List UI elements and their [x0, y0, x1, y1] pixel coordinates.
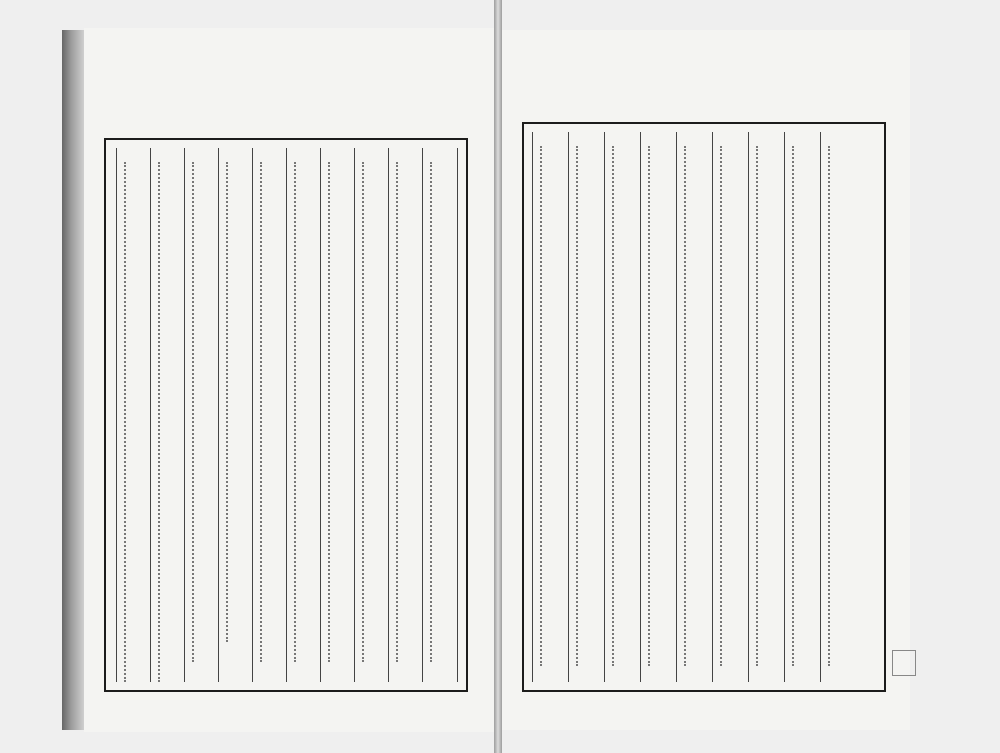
left-column: [252, 148, 287, 682]
left-text-frame: [104, 138, 468, 692]
left-column: [150, 148, 185, 682]
left-column: [286, 148, 321, 682]
right-column: [712, 132, 747, 682]
left-column: [422, 148, 458, 682]
right-column: [640, 132, 675, 682]
book-spine: [494, 0, 502, 753]
page-edges: [62, 30, 84, 730]
left-column: [116, 148, 151, 682]
right-column: [676, 132, 711, 682]
right-column: [748, 132, 783, 682]
right-text-frame: [522, 122, 886, 692]
left-column: [218, 148, 253, 682]
right-column: [568, 132, 603, 682]
margin-mark: [892, 650, 916, 676]
left-column: [388, 148, 423, 682]
right-column: [532, 132, 567, 682]
left-column: [320, 148, 355, 682]
right-column: [604, 132, 639, 682]
left-column: [354, 148, 389, 682]
left-column: [184, 148, 219, 682]
right-column: [784, 132, 819, 682]
right-column: [820, 132, 855, 682]
